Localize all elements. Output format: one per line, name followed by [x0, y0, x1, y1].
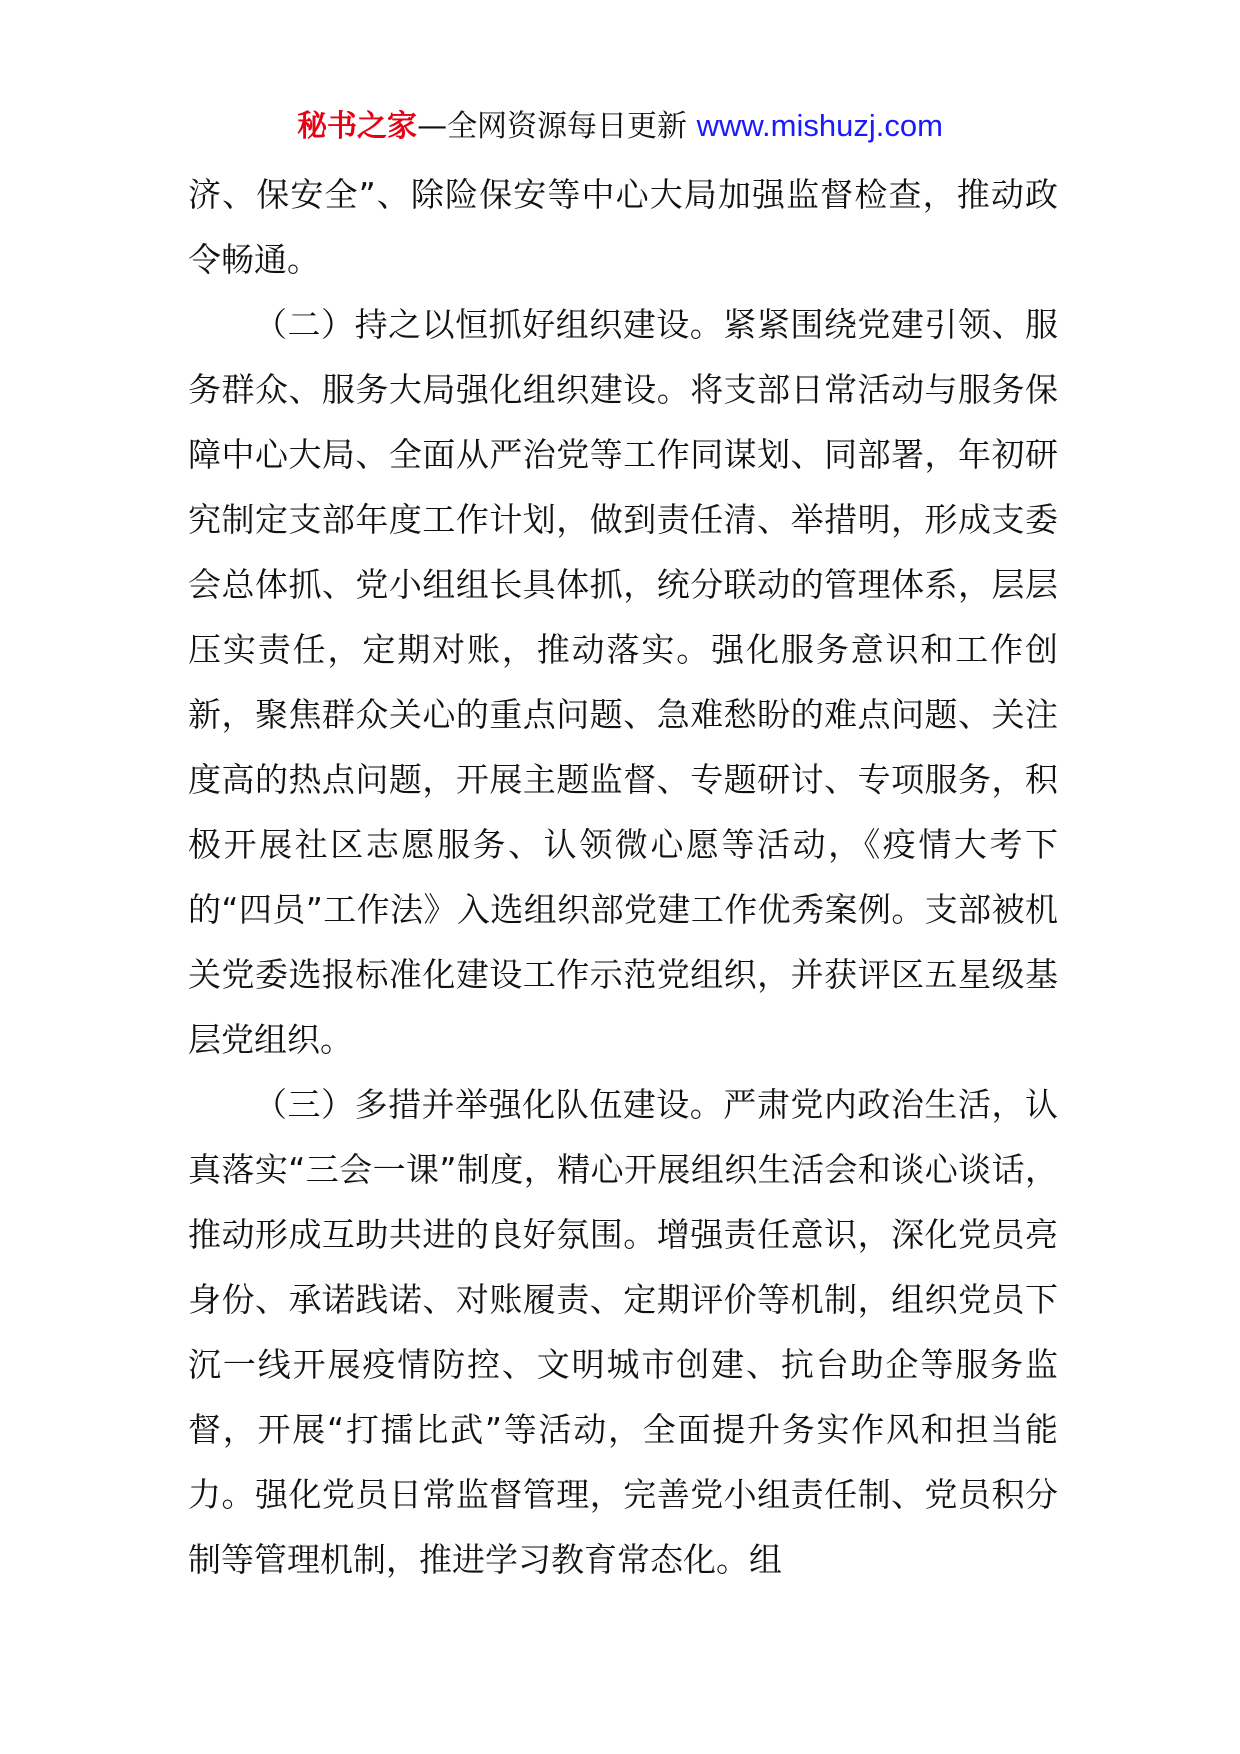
- page-header: [0, 104, 1240, 149]
- document-body: [188, 162, 1058, 1592]
- paragraph-team-building: （三）多措并举强化队伍建设。严肃党内政治生活，认真落实“三会一课”制度，精心开展组织生活会和谈心谈话，推动形成互助共进的良好氛围。增强责任意识，深化党员亮身份、承诺践诺、对账履责、定期评价等机制，组织党员下沉一线开展疫情防控、文明城市创建、抗台助企等服务监督，开展“打擂比武”等活动，全面提升务实作风和担当能力。强化党员日常监督管理，完善党小组责任制、党员积分制等管理机制，推进学习教育常态化。组: [188, 1085, 1058, 1579]
- site-tagline: —全网资源每日更新: [417, 109, 688, 144]
- site-url-link[interactable]: www.mishuzj.com: [696, 108, 943, 143]
- site-brand: 秘书之家: [297, 109, 418, 144]
- paragraph-organization-building: （二）持之以恒抓好组织建设。紧紧围绕党建引领、服务群众、服务大局强化组织建设。将支部日常活动与服务保障中心大局、全面从严治党等工作同谋划、同部署，年初研究制定支部年度工作计划，做到责任清、举措明，形成支委会总体抓、党小组组长具体抓，统分联动的管理体系，层层压实责任，定期对账，推动落实。强化服务意识和工作创新，聚焦群众关心的重点问题、急难愁盼的难点问题、关注度高的热点问题，开展主题监督、专题研讨、专项服务，积极开展社区志愿服务、认领微心愿等活动，《疫情大考下的“四员”工作法》入选组织部党建工作优秀案例。支部被机关党委选报标准化建设工作示范党组织，并获评区五星级基层党组织。: [188, 305, 1058, 1059]
- paragraph-continuation: 济、保安全”、除险保安等中心大局加强监督检查，推动政令畅通。: [188, 175, 1058, 279]
